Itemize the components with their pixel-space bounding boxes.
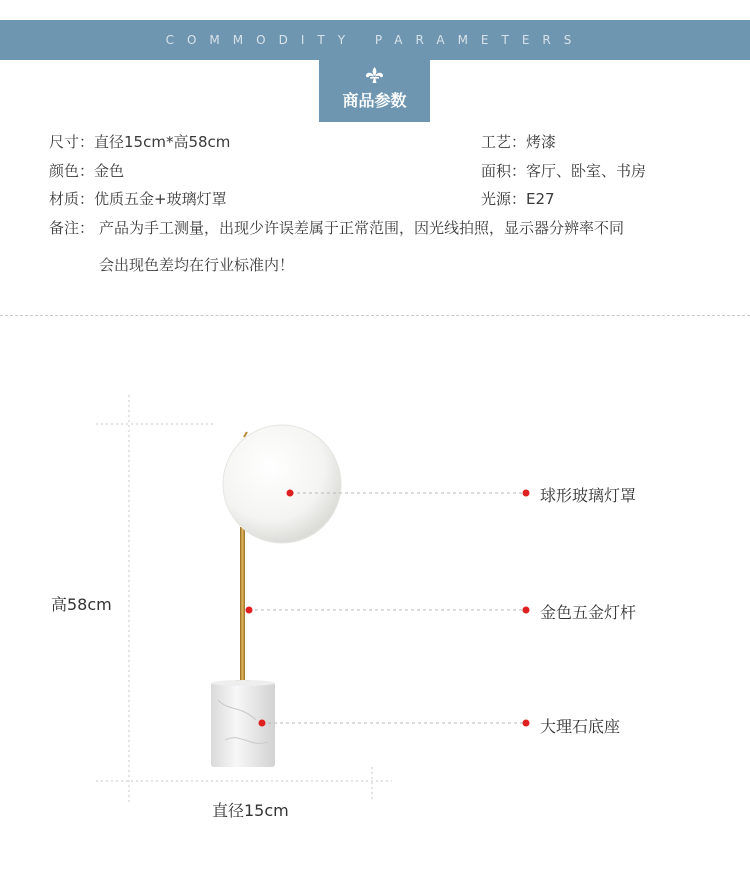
param-light-source: 光源：E27 [481, 190, 555, 208]
marble-base [211, 682, 275, 767]
diameter-label: 直径15cm [212, 801, 289, 820]
param-area: 面积：客厅、卧室、书房 [481, 162, 647, 180]
marker-dot-base-end [523, 720, 530, 727]
param-note-label: 备注： [49, 219, 95, 237]
badge-title: 商品参数 [342, 91, 407, 110]
marker-dot-base [259, 720, 266, 727]
param-craft: 工艺：烤漆 [481, 133, 557, 151]
banner-title: COMMODITY PARAMETERS [165, 33, 585, 47]
param-size: 尺寸：直径15cm*高58cm [49, 133, 231, 151]
param-material: 材质：优质五金+玻璃灯罩 [49, 190, 227, 208]
note-line-2: 会出现色差均在行业标准内！ [99, 256, 295, 274]
height-label: 高58cm [51, 595, 112, 614]
marker-dot-rod-end [523, 607, 530, 614]
callout-shade: 球形玻璃灯罩 [540, 486, 637, 505]
callout-rod: 金色五金灯杆 [540, 603, 637, 622]
marker-dot-rod [246, 607, 253, 614]
lamp-rod [240, 527, 245, 683]
marker-dot-shade [287, 490, 294, 497]
note-line-1: 产品为手工测量，出现少许误差属于正常范围，因光线拍照，显示器分辨率不同 [99, 219, 625, 237]
marker-dot-shade-end [523, 490, 530, 497]
callout-base: 大理石底座 [540, 717, 621, 736]
param-color: 颜色：金色 [49, 162, 125, 180]
glass-shade [223, 425, 341, 543]
